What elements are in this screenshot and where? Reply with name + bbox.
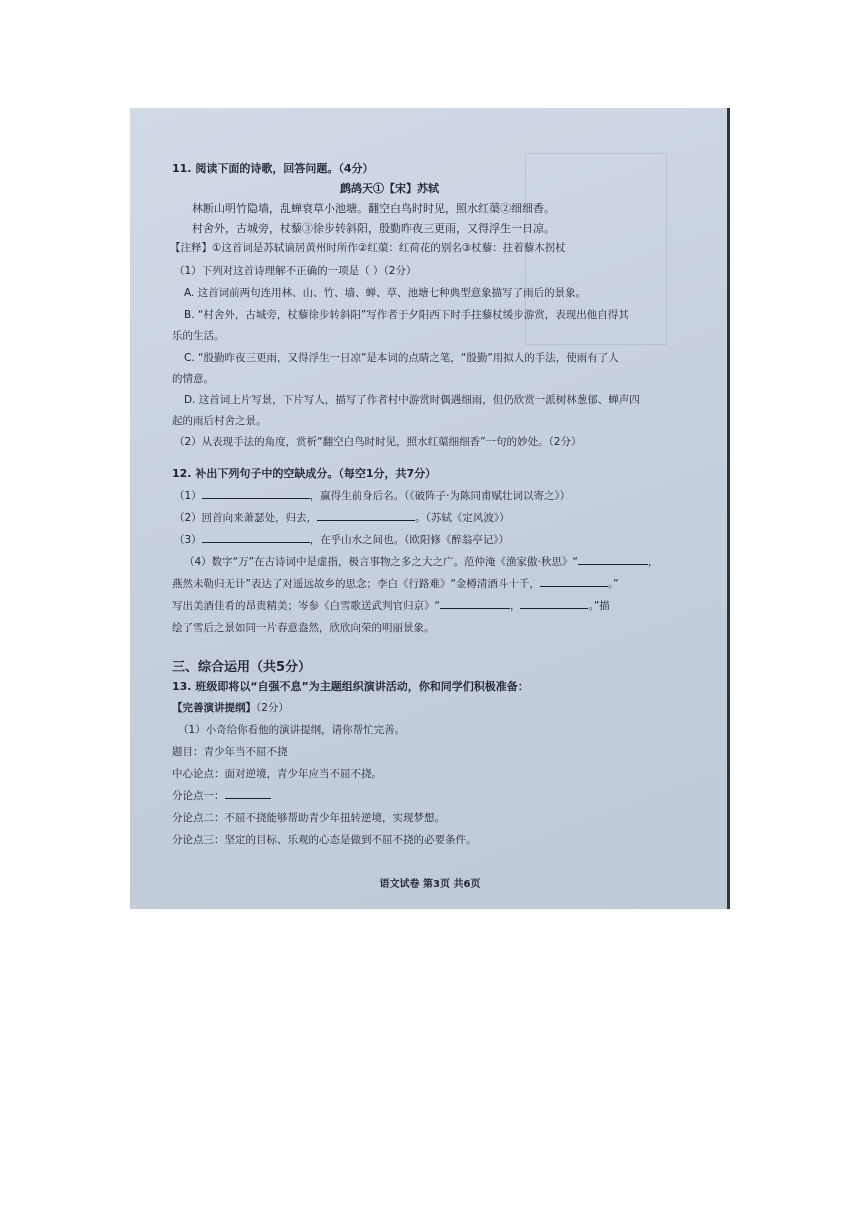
item4-l1-text: （4）数字“万”在古诗词中是虚指，极言事物之多之大之广。范仲淹《渔家傲·秋思》“ (184, 556, 578, 568)
poem-line-2: 村舍外，古城旁，杖藜③徐步转斜阳，殷勤昨夜三更雨，又得浮生一日凉。 (192, 222, 555, 235)
q12-title: 12. 补出下列句子中的空缺成分。（每空1分，共7分） (172, 467, 437, 480)
item3-suffix: ，在乎山水之间也。（欧阳修《醉翁亭记》） (309, 534, 510, 546)
blank-6[interactable] (440, 598, 510, 609)
q11-sub2: （2）从表现手法的角度，赏析“翻空白鸟时时见，照水红蕖细细香”一句的妙处。（2分） (174, 436, 582, 448)
subheading-score: （2分） (256, 702, 289, 714)
blank-3[interactable] (202, 532, 310, 543)
item3-prefix: （3） (174, 534, 202, 546)
item2-suffix: 。（苏轼《定风波》） (415, 512, 510, 524)
speech-topic: 题目：青少年当不屈不挠 (172, 746, 288, 758)
item4-l2-end: 。” (607, 578, 619, 590)
item4-l3-end: 。”描 (588, 600, 610, 612)
poem-line-1: 林断山明竹隐墙，乱蝉衰草小池塘。翻空白鸟时时见，照水红蕖②细细香。 (192, 202, 555, 215)
q11-title: 11. 阅读下面的诗歌，回答问题。（4分） (172, 162, 374, 175)
exam-paper-photo (130, 108, 730, 909)
item4-l2-text: 燕然未勒归无计”表达了对遥远故乡的思念；李白《行路难》“金樽清酒斗十千， (172, 578, 540, 590)
option-d-line1: D. 这首词上片写景，下片写人，描写了作者村中游赏时偶遇细雨，但仍欣赏一派树林葱郁、蝉声四 (184, 394, 640, 406)
sub-point-1-label: 分论点一： (172, 790, 225, 802)
option-c-line2: 的情意。 (172, 373, 214, 385)
speech-thesis: 中心论点：面对逆境，青少年应当不屈不挠。 (172, 768, 382, 780)
item4-l3-text: 写出美酒佳肴的昂贵精美；岑参《白雪歌送武判官归京》“ (172, 600, 440, 612)
q13-subheading (172, 700, 289, 715)
sub-point-2: 分论点二：不屈不挠能够帮助青少年扭转逆境，实现梦想。 (172, 812, 445, 824)
item4-l3-comma: ， (509, 600, 521, 612)
item2-prefix: （2）回首向来萧瑟处，归去， (174, 512, 318, 524)
option-c-line1: C. “殷勤昨夜三更雨，又得浮生一日凉”是本词的点睛之笔，“殷勤”用拟人的手法，使雨有了人 (184, 352, 619, 364)
section3-title: 三、综合运用（共5分） (172, 660, 312, 675)
page-footer: 语文试卷 第3页 共6页 (379, 879, 481, 890)
option-b-line2: 乐的生活。 (172, 330, 225, 342)
item1-suffix: ，赢得生前身后名。（《破阵子·为陈同甫赋壮词以寄之》） (309, 490, 571, 502)
sub-point-1 (172, 788, 271, 803)
q12-item2 (174, 510, 510, 525)
blank-1[interactable] (202, 488, 310, 499)
q12-item4-line4: 绘了雪后之景如同一片春意盎然，欣欣向荣的明丽景象。 (172, 622, 435, 634)
blank-2[interactable] (317, 510, 415, 521)
option-b-line1: B. “村舍外，古城旁，杖藜徐步转斜阳”写作者于夕阳西下时手拄藜杖缓步游赏，表现出他自得其 (184, 309, 629, 321)
option-a: A. 这首词前两句连用林、山、竹、墙、蝉、草、池塘七种典型意象描写了雨后的景象。 (184, 287, 587, 299)
blank-sub-point-1[interactable] (225, 788, 271, 799)
item1-prefix: （1） (174, 490, 202, 502)
item4-l1-comma: ， (647, 556, 659, 568)
q13-title: 13. 班级即将以“自强不息”为主题组织演讲活动，你和同学们积极准备： (172, 680, 529, 693)
blank-4[interactable] (578, 554, 648, 565)
sub-point-3: 分论点三：坚定的目标、乐观的心态是做到不屈不挠的必要条件。 (172, 834, 477, 846)
q12-item4-line3 (172, 598, 610, 613)
q12-item3 (174, 532, 509, 547)
poem-note: 【注释】①这首词是苏轼谪居黄州时所作②红蕖：红荷花的别名③杖藜：拄着藜木拐杖 (170, 242, 566, 254)
option-d-line2: 起的雨后村舍之景。 (172, 415, 267, 427)
q13-s1: （1）小奇给你看他的演讲提纲，请你帮忙完善。 (178, 724, 406, 736)
q12-item4-line2 (172, 576, 619, 591)
q12-item4-line1 (184, 554, 658, 569)
poem-title: 鹧鸪天①【宋】苏轼 (340, 182, 439, 195)
q12-item1 (174, 488, 570, 503)
subheading-label: 【完善演讲提纲】 (172, 702, 256, 714)
blank-7[interactable] (520, 598, 588, 609)
blank-5[interactable] (540, 576, 608, 587)
q11-sub1: （1）下列对这首诗理解不正确的一项是（ ）（2分） (174, 265, 417, 277)
